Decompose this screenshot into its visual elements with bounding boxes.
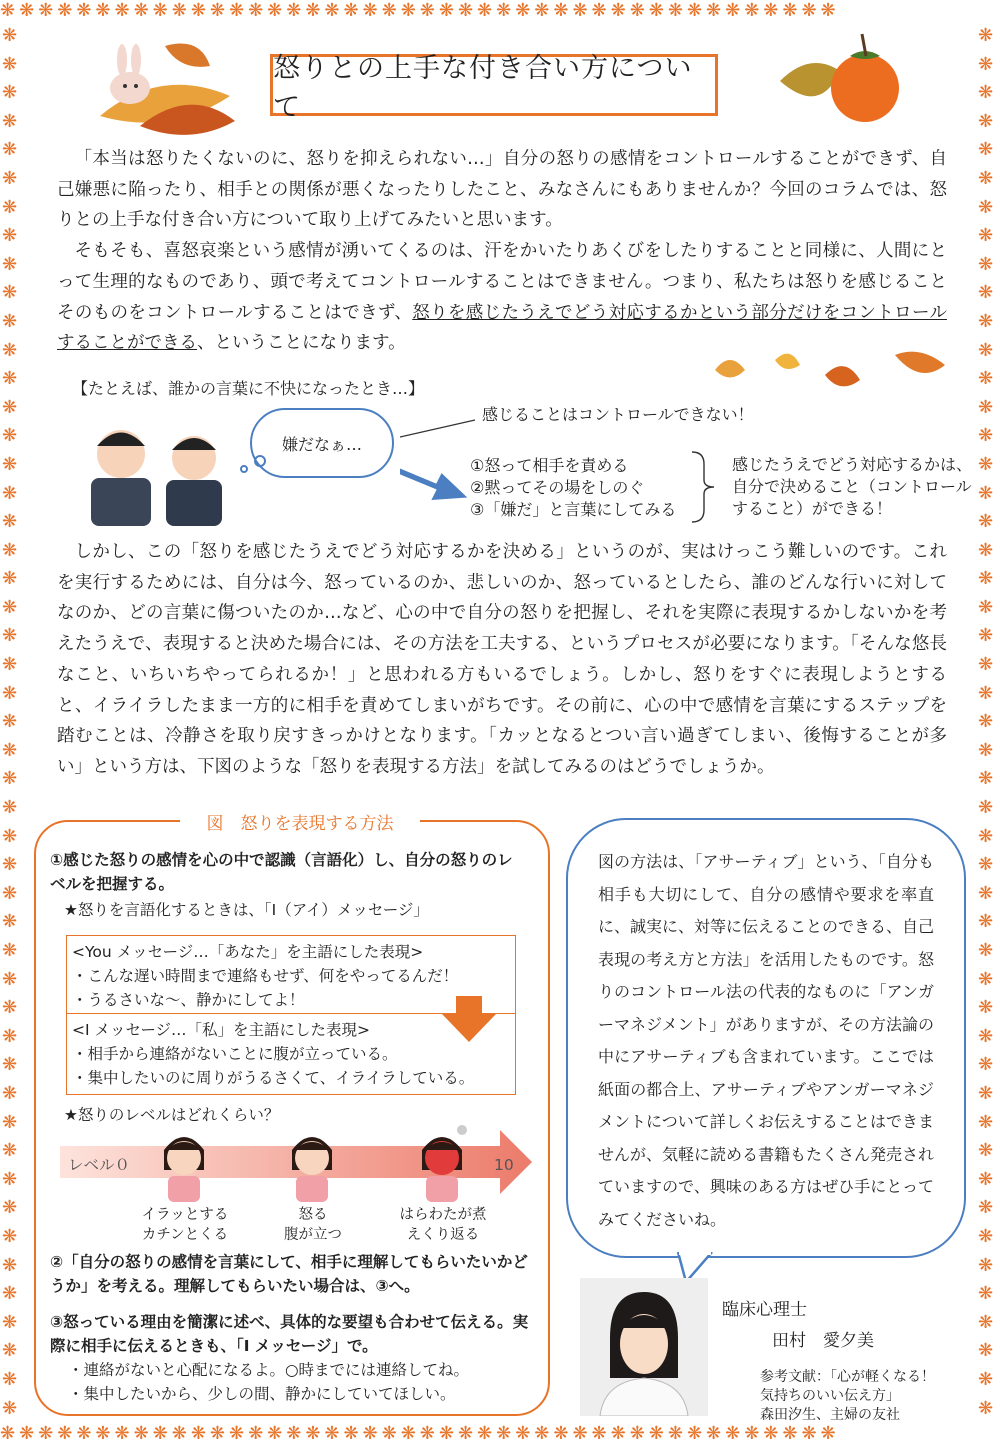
decorative-border-right: ❋❋❋❋❋❋❋❋❋❋❋❋❋❋❋❋❋❋❋❋❋❋❋❋❋❋❋❋❋❋❋❋❋❋❋❋❋❋❋❋❋❋❋❋❋❋❋❋❋ xyxy=(978,25,994,1419)
cannot-control-text: 感じることはコントロールできない！ xyxy=(482,405,754,424)
pointer-line xyxy=(400,412,480,442)
option-1: ①怒って相手を責める xyxy=(470,456,629,475)
face-furious-icon xyxy=(412,1122,472,1202)
intro-p2-underlined: 怒りを感じたうえでどう対応するかという部分だけをコントロールすることができる xyxy=(57,302,947,354)
i-message-heading: <I メッセージ…「私」を主語にした表現> xyxy=(72,1021,371,1039)
options-list xyxy=(470,455,676,521)
persimmon-illustration xyxy=(770,26,910,126)
author-role: 臨床心理士 xyxy=(722,1300,807,1320)
brace-icon xyxy=(688,450,718,524)
decorative-border-bottom: ❋❋❋❋❋❋❋❋❋❋❋❋❋❋❋❋❋❋❋❋❋❋❋❋❋❋❋❋❋❋❋❋❋❋❋❋❋❋❋❋❋❋❋❋ xyxy=(0,1425,840,1444)
reference-line: 森田汐生、主婦の友社 xyxy=(760,1407,900,1423)
step-3-example: ・連絡がないと心配になるよ。○時までには連絡してね。 xyxy=(68,1361,470,1379)
body-text xyxy=(57,537,947,783)
figure-title: 図 怒りを表現する方法 xyxy=(180,806,420,836)
intro-text xyxy=(57,144,947,359)
step-2-text: ②「自分の怒りの感情を言葉にして、相手に理解してもらいたいかどうか」を考える。理解してもらいたい場合は、③へ。 xyxy=(50,1253,528,1295)
intro-paragraph-1: 「本当は怒りたくないのに、怒りを抑えられない…」自分の怒りの感情をコントロールすることができず、自己嫌悪に陥ったり、相手との関係が悪くなったりしたこと、みなさんにもありませんか？今回のコラムでは、怒りとの上手な付き合い方について取り上げてみたいと思います。 xyxy=(57,149,947,231)
can-control-text: 感じたうえでどう対応するかは、自分で決めること（コントロールすること）ができる！ xyxy=(732,455,973,518)
caption-line: 怒る xyxy=(298,1207,328,1223)
step-1-text: ①感じた怒りの感情を心の中で認識（言語化）し、自分の怒りのレベルを把握する。 xyxy=(50,851,513,893)
example-heading: 【たとえば、誰かの言葉に不快になったとき…】 xyxy=(72,379,425,398)
author-portrait xyxy=(580,1278,708,1416)
caption-line: 腹が立つ xyxy=(284,1227,342,1243)
caption-line: イラッとする xyxy=(141,1207,229,1223)
caption-line: カチンとくる xyxy=(141,1227,229,1243)
face-caption-1 xyxy=(130,1205,240,1245)
reference-line: 参考文献：「心が軽くなる！ xyxy=(760,1369,935,1385)
page-title: 怒りとの上手な付き合い方について xyxy=(270,54,718,116)
decorative-border-left: ❋❋❋❋❋❋❋❋❋❋❋❋❋❋❋❋❋❋❋❋❋❋❋❋❋❋❋❋❋❋❋❋❋❋❋❋❋❋❋❋❋❋❋❋❋❋❋❋❋ xyxy=(2,25,18,1419)
star-2-text: ★怒りのレベルはどれくらい？ xyxy=(64,1106,280,1124)
option-3: ③「嫌だ」と言葉にしてみる xyxy=(470,500,677,519)
caption-line: えくり返る xyxy=(406,1227,480,1243)
references xyxy=(760,1368,935,1425)
i-message-item: ・相手から連絡がないことに腹が立っている。 xyxy=(72,1045,398,1063)
you-message-heading: <You メッセージ…「あなた」を主語にした表現> xyxy=(72,943,424,961)
level-end-label: 10 xyxy=(494,1156,514,1174)
reference-line: 気持ちのいい伝え方」 xyxy=(760,1388,900,1404)
businessmen-illustration xyxy=(66,414,236,526)
face-angry-icon xyxy=(286,1126,338,1202)
face-calm-icon xyxy=(158,1126,210,1202)
bubble-text: 図の方法は、「アサーティブ」という、「自分も相手も大切にして、自分の感情や要求を率直に、誠実に、対等に伝えることのできる、自己表現の考え方と方法」を活用したものです。怒りのコントロール法の代表的なものに「アンガーマネジメント」がありますが、その方法論の中にアサーティブも含まれています。ここでは紙面の都合上、アサーティブやアンガーマネジメントについて詳しくお伝えすることはできませんが、気軽に読める書籍もたくさん発売されていますので、興味のある方はぜひ手にとってみてくださいね。 xyxy=(598,852,935,1229)
caption-line: はらわたが煮 xyxy=(399,1207,487,1223)
decorative-border-top: ❋❋❋❋❋❋❋❋❋❋❋❋❋❋❋❋❋❋❋❋❋❋❋❋❋❋❋❋❋❋❋❋❋❋❋❋❋❋❋❋❋❋❋❋ xyxy=(0,2,840,21)
intro-paragraph-2 xyxy=(57,236,947,359)
level-start-label: レベル０ xyxy=(68,1156,131,1174)
blue-arrow-icon xyxy=(400,456,470,502)
step-3-example: ・集中したいから、少しの間、静かにしていてほしい。 xyxy=(68,1385,456,1403)
face-caption-2 xyxy=(258,1205,368,1245)
face-caption-3 xyxy=(388,1205,498,1245)
star-1-text: ★怒りを言語化するときは、「I（アイ）メッセージ」 xyxy=(64,901,429,919)
thought-text: 嫌だなぁ… xyxy=(281,434,362,454)
option-2: ②黙ってその場をしのぐ xyxy=(470,478,645,497)
intro-p2-start: そもそも、喜怒哀楽という感情が湧いてくるのは、汗をかいたりあくびをしたりすることと同様に、人間にとって生理的なものであり、頭で考えてコントロールすることはできません。つまり、私たちは怒りを感じることそのものをコントロールすることはできず、 xyxy=(57,241,947,323)
rabbit-leaves-illustration xyxy=(70,26,240,136)
step-3-text: ③怒っている理由を簡潔に述べ、具体的な要望も合わせて伝える。実際に相手に伝えるときも、「I メッセージ」で。 xyxy=(50,1313,529,1355)
cloud-tail-icon xyxy=(232,455,272,475)
intro-p2-end: 、ということになります。 xyxy=(197,333,406,354)
you-message-item: ・うるさいな～、静かにしてよ！ xyxy=(72,991,305,1009)
orange-down-arrow-icon xyxy=(442,996,496,1042)
you-message-item: ・こんな遅い時間まで連絡もせず、何をやってるんだ！ xyxy=(72,967,459,985)
body-paragraph: しかし、この「怒りを感じたうえでどう対応するかを決める」というのが、実はけっこう難しいのです。これを実行するためには、自分は今、怒っているのか、悲しいのか、怒っているとしたら、誰のどんな行いに対してなのか、どの言葉に傷ついたのか…など、心の中で自分の怒りを把握し、それを実際に表現するかしないかを考えたうえで、表現すると決めた場合には、その方法を工夫する、というプロセスが必要になります。「そんな悠長なこと、いちいちやってられるか！」と思われる方もいるでしょう。しかし、怒りをすぐに表現しようとすると、イライラしたまま一方的に相手を責めてしまいがちです。その前に、心の中で感情を言葉にするステップを踏むことは、冷静さを取り戻すきっかけとなります。「カッとなるとつい言い過ぎてしまい、後悔することが多い」という方は、下図のような「怒りを表現する方法」を試してみるのはどうでしょうか。 xyxy=(57,542,947,777)
step-3-examples xyxy=(68,1358,538,1406)
i-message-item: ・集中したいのに周りがうるさくて、イライラしている。 xyxy=(72,1069,475,1087)
author-name: 田村 愛夕美 xyxy=(772,1331,874,1351)
